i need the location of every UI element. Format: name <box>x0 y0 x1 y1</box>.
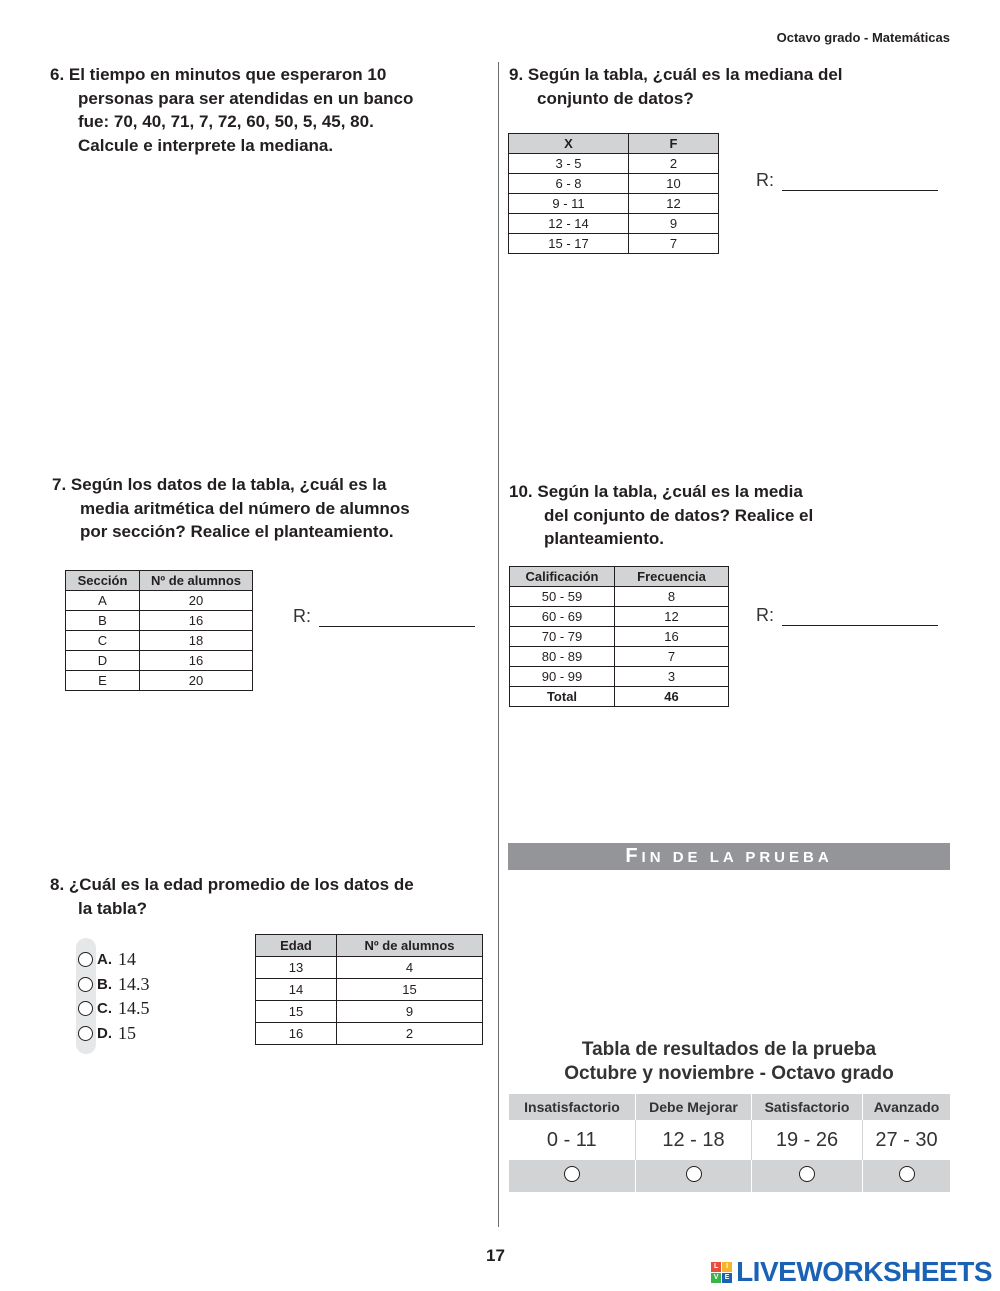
table-cell: 9 - 11 <box>509 194 629 214</box>
table-row <box>509 194 719 214</box>
banner-first-letter: F <box>625 845 642 867</box>
q9-table <box>508 133 719 254</box>
q7-answer <box>293 606 475 627</box>
level-radio-cell <box>509 1160 636 1192</box>
table-cell: 12 - 14 <box>509 214 629 234</box>
table-cell: 70 - 79 <box>510 627 615 647</box>
table-cell: 15 <box>337 979 483 1001</box>
page-number: 17 <box>486 1246 505 1265</box>
table-cell: E <box>66 671 140 691</box>
results-header-row <box>509 1094 951 1120</box>
q8-table <box>255 934 483 1045</box>
q6-line1: 6. El tiempo en minutos que esperaron 10 <box>50 65 387 84</box>
table-header-cell: Frecuencia <box>615 567 729 587</box>
table-cell: 7 <box>615 647 729 667</box>
table-cell: 10 <box>629 174 719 194</box>
answer-line[interactable] <box>782 611 938 626</box>
answer-label: R: <box>756 170 774 190</box>
table-row <box>510 627 729 647</box>
q6-line4: Calcule e interprete la mediana. <box>78 135 334 155</box>
table-cell: 18 <box>140 631 253 651</box>
end-of-test-banner <box>508 843 950 870</box>
option-b[interactable] <box>78 974 150 995</box>
option-value: 14.3 <box>118 974 150 994</box>
table-row <box>256 1001 483 1023</box>
option-value: 15 <box>118 1023 136 1043</box>
results-radio-row <box>509 1160 951 1192</box>
table-header-cell: Edad <box>256 935 337 957</box>
table-cell: 16 <box>256 1023 337 1045</box>
liveworksheets-logo <box>711 1256 992 1288</box>
table-header-row <box>510 567 729 587</box>
table-cell: D <box>66 651 140 671</box>
question-8 <box>50 873 490 920</box>
q10-line1: 10. Según la tabla, ¿cuál es la media <box>509 482 803 501</box>
radio-circle[interactable] <box>78 952 93 967</box>
radio-circle[interactable] <box>686 1166 702 1182</box>
radio-circle[interactable] <box>78 977 93 992</box>
table-row <box>510 587 729 607</box>
table-cell: 8 <box>615 587 729 607</box>
level-range: 12 - 18 <box>636 1120 752 1160</box>
logo-mark-icon <box>711 1262 732 1283</box>
table-header-row <box>256 935 483 957</box>
table-cell: 50 - 59 <box>510 587 615 607</box>
banner-text: IN DE LA PRUEBA <box>641 849 833 866</box>
level-name: Debe Mejorar <box>636 1094 752 1120</box>
table-cell: 7 <box>629 234 719 254</box>
table-cell: 16 <box>140 611 253 631</box>
answer-label: R: <box>756 605 774 625</box>
q9-answer <box>756 170 938 191</box>
results-range-row <box>509 1120 951 1160</box>
table-cell: 4 <box>337 957 483 979</box>
table-row <box>66 671 253 691</box>
level-range: 19 - 26 <box>752 1120 863 1160</box>
table-cell: 13 <box>256 957 337 979</box>
option-letter: B. <box>97 976 112 993</box>
table-row <box>509 154 719 174</box>
table-header-row <box>66 571 253 591</box>
table-row <box>510 667 729 687</box>
table-cell: 80 - 89 <box>510 647 615 667</box>
table-header-cell: Calificación <box>510 567 615 587</box>
table-row <box>256 979 483 1001</box>
table-row <box>66 591 253 611</box>
table-cell: 12 <box>615 607 729 627</box>
table-header-cell: F <box>629 134 719 154</box>
radio-circle[interactable] <box>799 1166 815 1182</box>
table-cell: 12 <box>629 194 719 214</box>
level-range: 0 - 11 <box>509 1120 636 1160</box>
option-value: 14.5 <box>118 998 150 1018</box>
option-c[interactable] <box>78 998 150 1019</box>
logo-mark-letter: L <box>711 1262 721 1272</box>
table-cell: 9 <box>337 1001 483 1023</box>
table-row <box>509 234 719 254</box>
table-row <box>510 607 729 627</box>
table-cell: C <box>66 631 140 651</box>
radio-circle[interactable] <box>78 1001 93 1016</box>
answer-line[interactable] <box>782 176 938 191</box>
q10-table <box>509 566 729 707</box>
logo-mark-letter: I <box>722 1262 732 1272</box>
table-row <box>256 1023 483 1045</box>
q6-line3: fue: 70, 40, 71, 7, 72, 60, 50, 5, 45, 80. <box>78 112 374 131</box>
q8-line2: la tabla? <box>78 898 147 918</box>
level-name: Satisfactorio <box>752 1094 863 1120</box>
q7-line3: por sección? Realice el planteamiento. <box>80 522 394 541</box>
radio-circle[interactable] <box>899 1166 915 1182</box>
level-range: 27 - 30 <box>863 1120 951 1160</box>
radio-circle[interactable] <box>564 1166 580 1182</box>
q10-answer <box>756 605 938 626</box>
table-cell: 6 - 8 <box>509 174 629 194</box>
table-cell: 46 <box>615 687 729 707</box>
option-letter: C. <box>97 1000 112 1017</box>
logo-text: LIVEWORKSHEETS <box>736 1256 992 1287</box>
table-cell: Total <box>510 687 615 707</box>
q10-line2: del conjunto de datos? Realice el <box>544 505 814 525</box>
table-row <box>66 611 253 631</box>
table-row <box>509 174 719 194</box>
table-header-cell: Nº de alumnos <box>337 935 483 957</box>
table-cell: 3 - 5 <box>509 154 629 174</box>
radio-circle[interactable] <box>78 1026 93 1041</box>
q7-line1: 7. Según los datos de la tabla, ¿cuál es la <box>52 475 387 494</box>
question-10 <box>509 480 949 551</box>
results-table <box>508 1094 950 1192</box>
table-cell: 15 <box>256 1001 337 1023</box>
logo-mark-letter: E <box>722 1273 732 1283</box>
q7-table <box>65 570 253 691</box>
q9-line2: conjunto de datos? <box>537 88 694 108</box>
q10-line3: planteamiento. <box>544 529 664 548</box>
table-cell: 60 - 69 <box>510 607 615 627</box>
table-header-row <box>509 134 719 154</box>
question-7 <box>52 473 492 544</box>
option-letter: D. <box>97 1025 112 1042</box>
table-cell: 3 <box>615 667 729 687</box>
results-title-line1: Tabla de resultados de la prueba <box>581 1039 877 1060</box>
table-cell: A <box>66 591 140 611</box>
option-a[interactable] <box>78 949 136 970</box>
table-cell: 16 <box>140 651 253 671</box>
table-total-row <box>510 687 729 707</box>
level-radio-cell <box>863 1160 951 1192</box>
table-row <box>509 214 719 234</box>
table-header-cell: Nº de alumnos <box>140 571 253 591</box>
answer-line[interactable] <box>319 612 475 627</box>
table-header-cell: X <box>509 134 629 154</box>
question-9 <box>509 63 949 110</box>
page-header: Octavo grado - Matemáticas <box>776 30 950 45</box>
level-name: Insatisfactorio <box>509 1094 636 1120</box>
table-cell: 16 <box>615 627 729 647</box>
table-cell: 9 <box>629 214 719 234</box>
table-header-cell: Sección <box>66 571 140 591</box>
results-title-line2: Octubre y noviembre - Octavo grado <box>564 1063 894 1084</box>
option-letter: A. <box>97 951 112 968</box>
table-row <box>66 651 253 671</box>
table-cell: 20 <box>140 591 253 611</box>
option-value: 14 <box>118 949 136 969</box>
q8-line1: 8. ¿Cuál es la edad promedio de los datos de <box>50 875 414 894</box>
level-radio-cell <box>636 1160 752 1192</box>
table-cell: 14 <box>256 979 337 1001</box>
question-6 <box>50 63 490 157</box>
answer-label: R: <box>293 606 311 626</box>
table-cell: 90 - 99 <box>510 667 615 687</box>
table-row <box>66 631 253 651</box>
level-radio-cell <box>752 1160 863 1192</box>
q9-line1: 9. Según la tabla, ¿cuál es la mediana del <box>509 65 843 84</box>
column-divider <box>498 62 499 1227</box>
q7-line2: media aritmética del número de alumnos <box>80 498 410 518</box>
results-title <box>508 1038 950 1086</box>
logo-mark-letter: V <box>711 1273 721 1283</box>
level-name: Avanzado <box>863 1094 951 1120</box>
table-row <box>510 647 729 667</box>
table-cell: 20 <box>140 671 253 691</box>
table-row <box>256 957 483 979</box>
option-d[interactable] <box>78 1023 136 1044</box>
table-cell: B <box>66 611 140 631</box>
q6-line2: personas para ser atendidas en un banco <box>78 88 414 108</box>
table-cell: 2 <box>629 154 719 174</box>
table-cell: 15 - 17 <box>509 234 629 254</box>
table-cell: 2 <box>337 1023 483 1045</box>
